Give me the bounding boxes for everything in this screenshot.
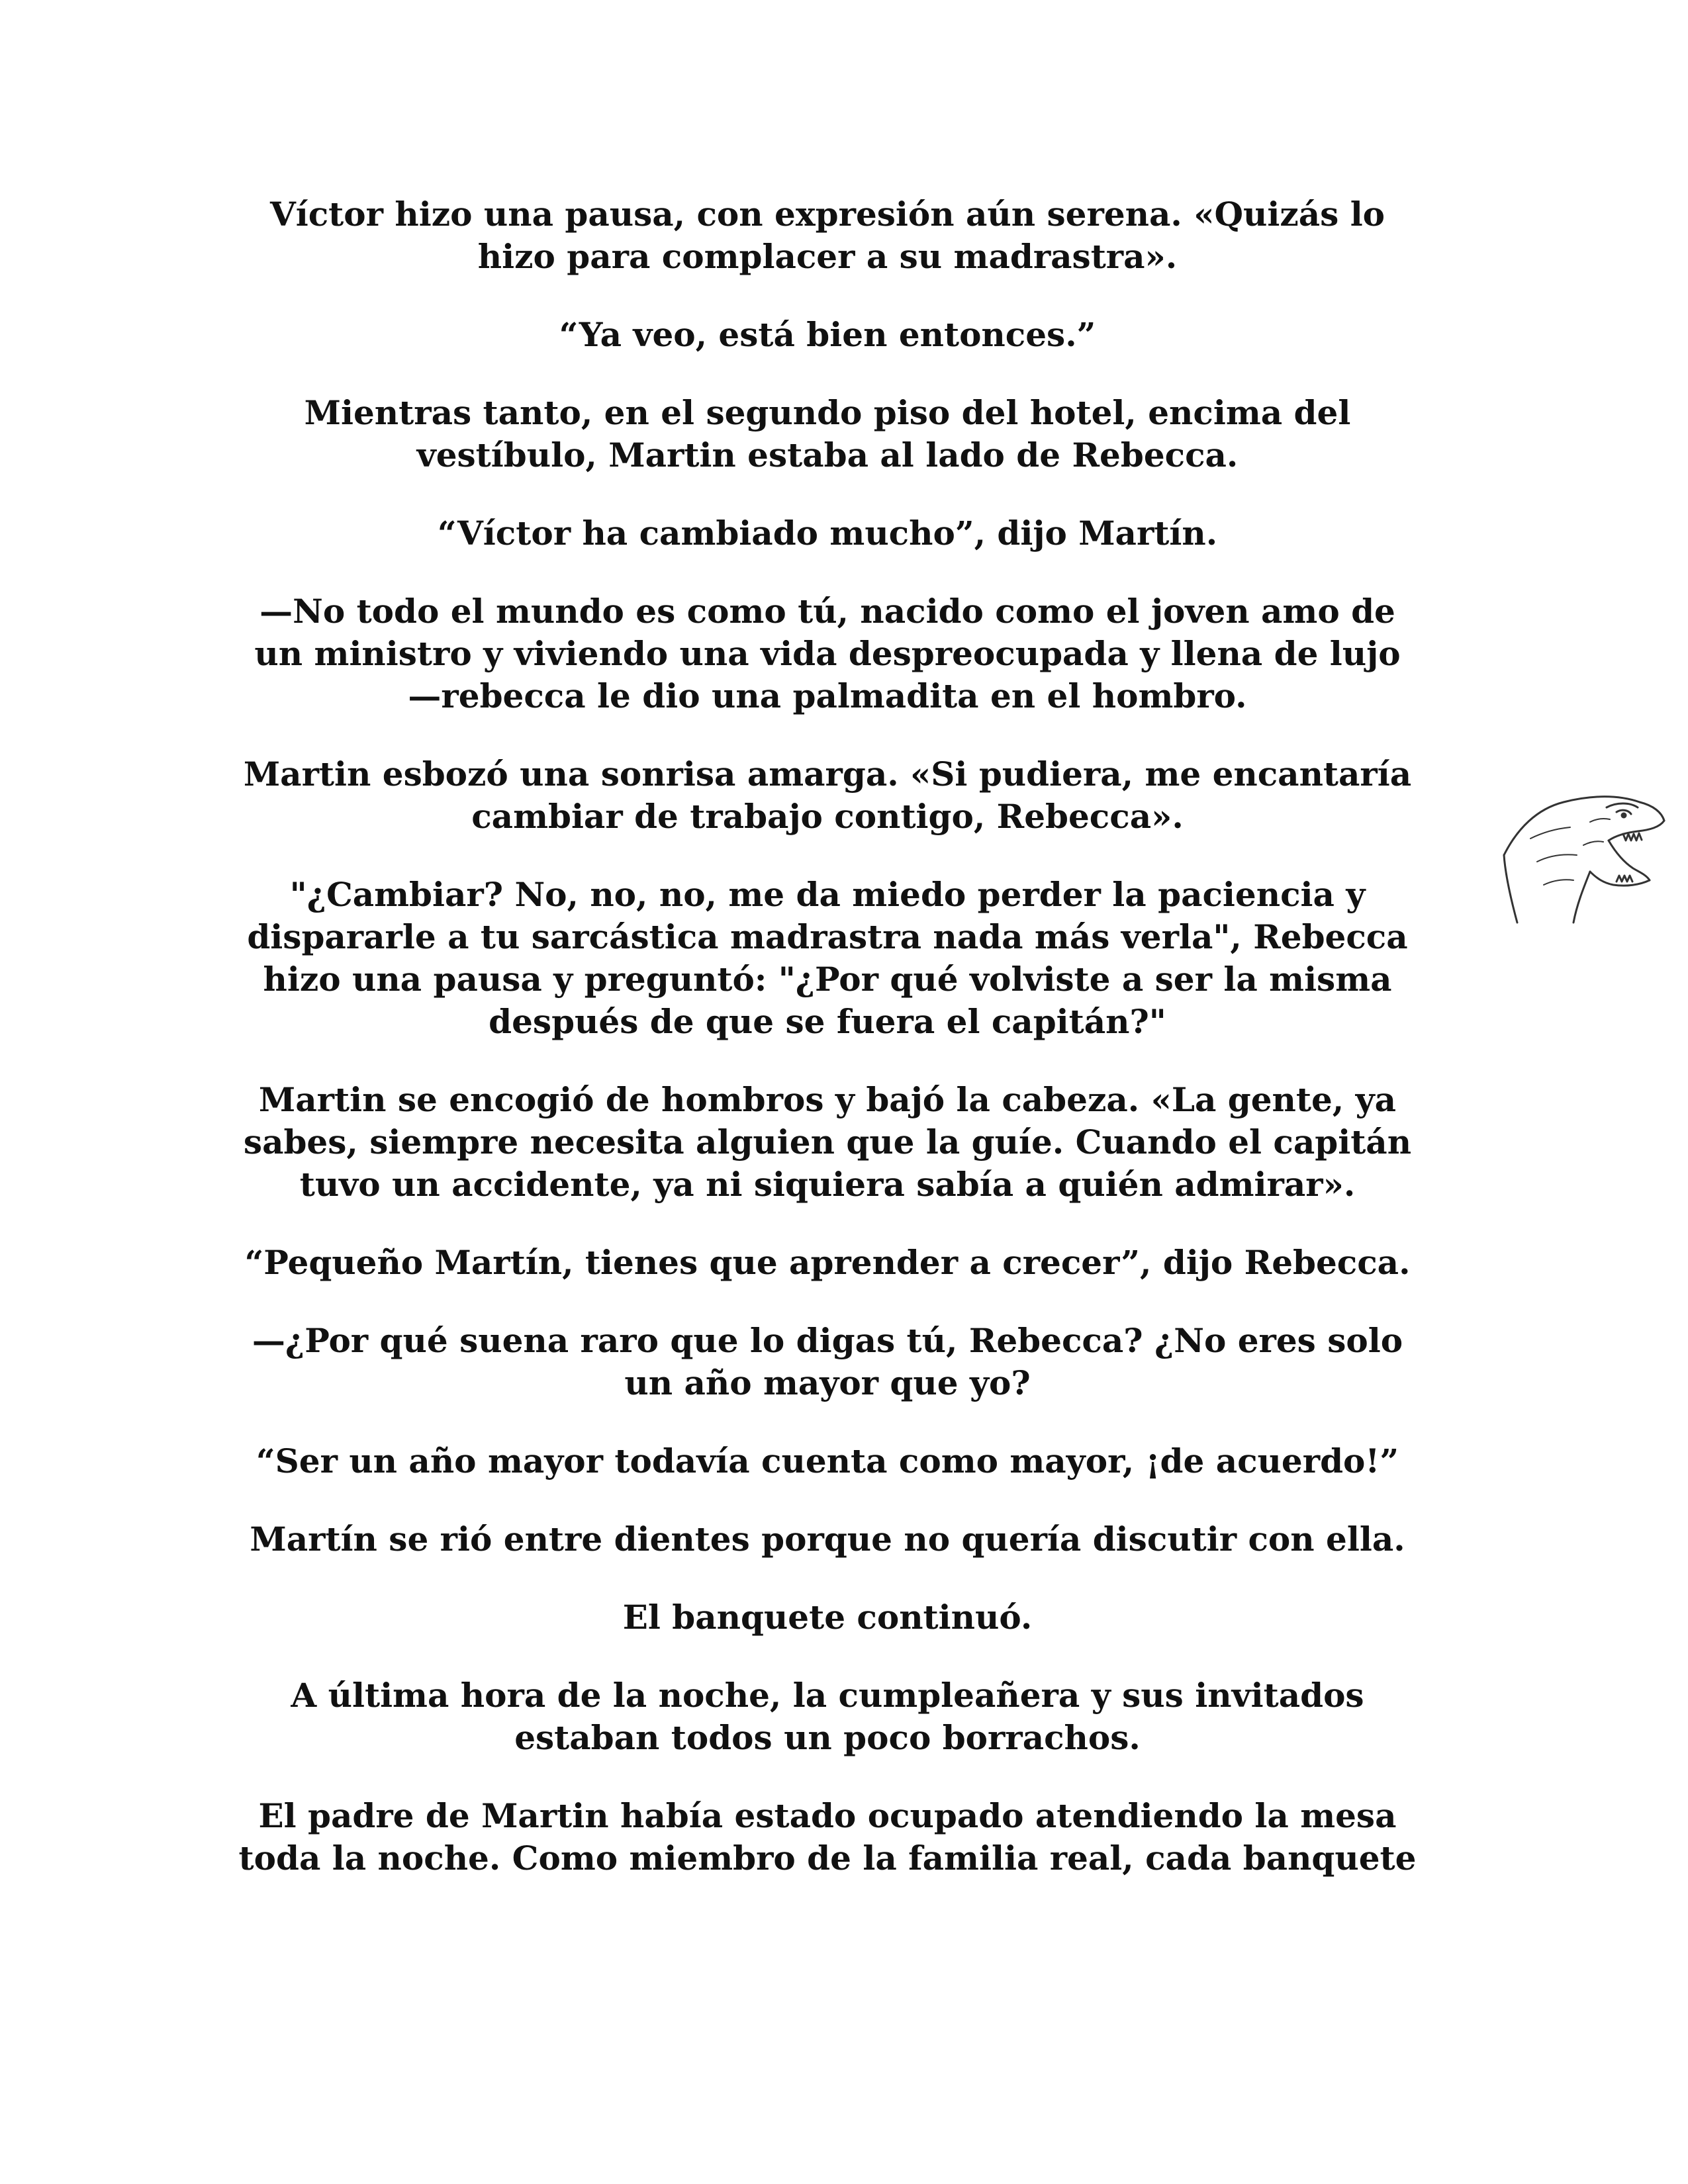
document-body xyxy=(199,193,1456,1915)
text-line: sabes, siempre necesita alguien que la guíe. Cuando el capitán xyxy=(243,1122,1412,1161)
text-line: "¿Cambiar? No, no, no, me da miedo perder la paciencia y xyxy=(289,875,1366,914)
paragraph xyxy=(199,1242,1456,1284)
text-line: “Ya veo, está bien entonces.” xyxy=(559,315,1096,354)
text-line: dispararle a tu sarcástica madrastra nada más verla", Rebecca xyxy=(247,917,1408,956)
paragraph xyxy=(199,512,1456,555)
text-line: Víctor hizo una pausa, con expresión aún serena. «Quizás lo xyxy=(269,195,1385,234)
paragraph xyxy=(199,1674,1456,1759)
text-line: Mientras tanto, en el segundo piso del hotel, encima del xyxy=(304,393,1351,432)
text-line: A última hora de la noche, la cumpleañera y sus invitados xyxy=(291,1676,1364,1715)
text-line: vestíbulo, Martin estaba al lado de Rebecca. xyxy=(416,435,1239,475)
text-line: El padre de Martin había estado ocupado atendiendo la mesa xyxy=(258,1796,1397,1835)
text-line: “Ser un año mayor todavía cuenta como mayor, ¡de acuerdo!” xyxy=(256,1441,1399,1480)
text-line: hizo una pausa y preguntó: "¿Por qué volviste a ser la misma xyxy=(263,960,1392,999)
text-line: después de que se fuera el capitán?" xyxy=(489,1002,1166,1041)
paragraph xyxy=(199,314,1456,356)
text-line: Martín se rió entre dientes porque no quería discutir con ella. xyxy=(250,1520,1405,1559)
paragraph xyxy=(199,392,1456,477)
text-line: —¿Por qué suena raro que lo digas tú, Rebecca? ¿No eres solo xyxy=(252,1321,1403,1360)
text-line: El banquete continuó. xyxy=(622,1598,1033,1637)
text-line: cambiar de trabajo contigo, Rebecca». xyxy=(471,797,1184,836)
paragraph xyxy=(199,590,1456,717)
text-line: un año mayor que yo? xyxy=(624,1363,1031,1402)
text-line: un ministro y viviendo una vida despreocupada y llena de lujo xyxy=(254,634,1401,673)
paragraph xyxy=(199,1795,1456,1880)
text-line: toda la noche. Como miembro de la familia real, cada banquete xyxy=(238,1839,1417,1878)
paragraph xyxy=(199,1518,1456,1561)
dinosaur-head-icon xyxy=(1491,776,1668,928)
text-line: —No todo el mundo es como tú, nacido como el joven amo de xyxy=(259,592,1395,631)
text-line: hizo para complacer a su madrastra». xyxy=(477,237,1178,276)
text-line: tuvo un accidente, ya ni siquiera sabía a quién admirar». xyxy=(299,1165,1356,1204)
paragraph xyxy=(199,753,1456,838)
text-line: Martin esbozó una sonrisa amarga. «Si pudiera, me encantaría xyxy=(243,754,1412,794)
text-line: —rebecca le dio una palmadita en el hombro. xyxy=(408,676,1247,715)
paragraph xyxy=(199,1320,1456,1404)
paragraph xyxy=(199,874,1456,1043)
paragraph xyxy=(199,1596,1456,1639)
text-line: estaban todos un poco borrachos. xyxy=(514,1718,1141,1757)
text-line: “Víctor ha cambiado mucho”, dijo Martín. xyxy=(437,514,1218,553)
text-line: “Pequeño Martín, tienes que aprender a crecer”, dijo Rebecca. xyxy=(244,1243,1411,1282)
paragraph xyxy=(199,1079,1456,1206)
paragraph xyxy=(199,193,1456,278)
text-line: Martin se encogió de hombros y bajó la cabeza. «La gente, ya xyxy=(258,1080,1397,1119)
paragraph xyxy=(199,1440,1456,1482)
